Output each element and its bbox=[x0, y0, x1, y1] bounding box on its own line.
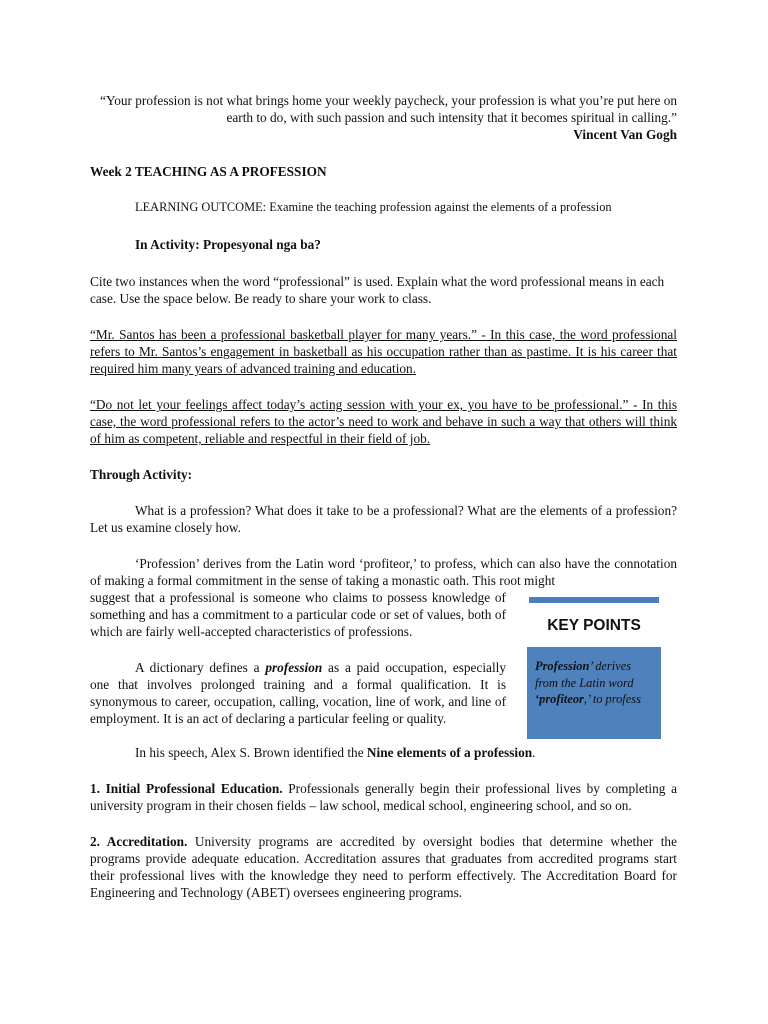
element1-title: 1. Initial Professional Education. bbox=[90, 781, 283, 796]
paragraph-what-is-profession: What is a profession? What does it take to be a professional? What are the elements of a profession? Let us examine closely how. bbox=[90, 503, 677, 535]
epigraph-quote: “Your profession is not what brings home your weekly paycheck, your profession is what you’re put here on earth to do, with such passion and such intensity that it becomes spiritual in calling.” bbox=[100, 93, 677, 125]
dictionary-term: profession bbox=[265, 660, 323, 675]
in-activity-heading: In Activity: Propesyonal nga ba? bbox=[135, 237, 321, 252]
example-basketball: “Mr. Santos has been a professional basketball player for many years.” - In this case, the word professional refers to Mr. Santos’s engagement in basketball as his occupation rather than as pastime. It is his career that required him many years of advanced training and education. bbox=[90, 327, 677, 376]
element2-title: 2. Accreditation. bbox=[90, 834, 188, 849]
element2-text: University programs are accredited by oversight bodies that determine whether the programs provide adequate education. Accreditation assures that graduates from accredited programs start their professional lives with the knowledge they need to perform effectively. The Accreditation Board for Engineering and Technology (ABET) oversees engineering programs. bbox=[90, 834, 677, 900]
dictionary-post: as a paid occupation, especially one that involves prolonged training and a formal qualification. It is synonymous to career, occupation, calling, vocation, line of work, and line of employment. It is an act of declaring a particular feeling or quality. bbox=[90, 660, 506, 726]
speech-pre: In his speech, Alex S. Brown identified the bbox=[135, 745, 367, 760]
paragraph-derivation-top: ‘Profession’ derives from the Latin word ‘profiteor,’ to profess, which can also have the connotation of making a formal commitment in the sense of taking a monastic oath. This root might bbox=[90, 556, 677, 588]
cite-instructions: Cite two instances when the word “professional” is used. Explain what the word professional means in each case. Use the space below. Be ready to share your work to class. bbox=[90, 274, 665, 306]
speech-bold: Nine elements of a profession bbox=[366, 745, 533, 760]
key-points-sidebar bbox=[527, 597, 661, 739]
element1-text: Professionals generally begin their professional lives by completing a university program in their chosen fields – law school, medical school, engineering school, and so on. bbox=[90, 781, 677, 813]
key-points-title: KEY POINTS bbox=[547, 617, 641, 634]
element-initial-education bbox=[90, 780, 677, 814]
dictionary-pre: A dictionary defines a bbox=[135, 660, 266, 675]
key-points-bar bbox=[529, 597, 659, 603]
learning-outcome: LEARNING OUTCOME: Examine the teaching profession against the elements of a profession bbox=[135, 200, 612, 214]
speech-post: . bbox=[532, 745, 536, 760]
paragraph-speech bbox=[90, 744, 677, 761]
through-activity-heading: Through Activity: bbox=[90, 467, 193, 482]
document-page bbox=[90, 92, 677, 901]
week-title: Week 2 TEACHING AS A PROFESSION bbox=[90, 164, 327, 179]
paragraph-dictionary bbox=[90, 659, 506, 727]
element-accreditation bbox=[90, 833, 677, 901]
epigraph-author: Vincent Van Gogh bbox=[573, 127, 677, 142]
key-points-box bbox=[527, 647, 661, 739]
paragraph-derivation-rest: suggest that a professional is someone who claims to possess knowledge of something and has a commitment to a particular code or set of values, both of which are fairly well-accepted characteristics of professions. bbox=[90, 590, 506, 639]
key-points-end: ,’ to profess bbox=[583, 692, 641, 706]
key-points-term: Profession bbox=[535, 659, 590, 673]
example-acting: “Do not let your feelings affect today’s acting session with your ex, you have to be professional.” - In this case, the word professional refers to the actor’s need to work and behave in such a way that others will think of him as competent, reliable and respectful in their field of job. bbox=[90, 397, 677, 446]
key-points-latin: ‘profiteor bbox=[535, 692, 584, 706]
key-points-mid: ’ derives from the Latin word bbox=[535, 659, 634, 690]
